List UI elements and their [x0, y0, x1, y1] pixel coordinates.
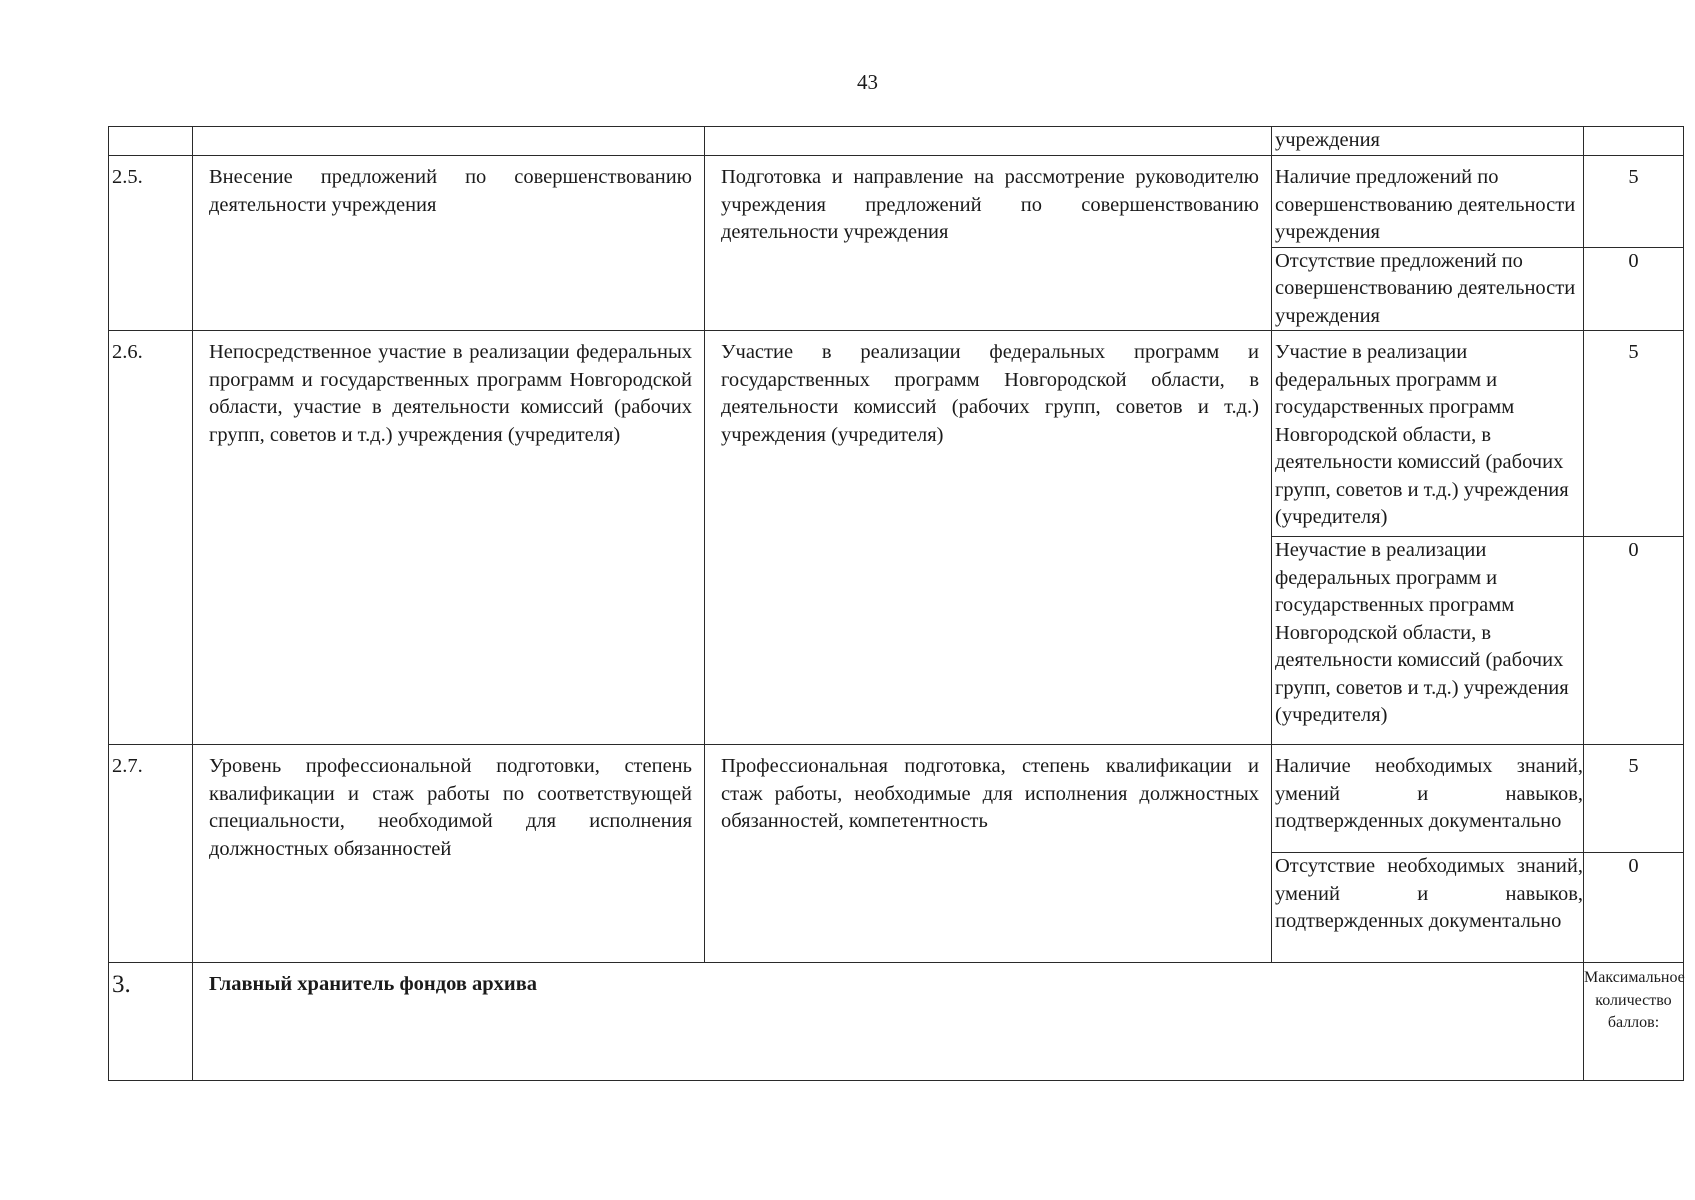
table-row-3 — [109, 963, 1684, 1081]
cell-criterion-description: Подготовка и направление на рассмотрение руководителю учреждения предложений по совершенствованию деятельности учреждения — [705, 156, 1272, 331]
cell-num: 2.7. — [109, 745, 193, 963]
cell-num: 2.5. — [109, 156, 193, 331]
cell-points: 5 — [1584, 156, 1684, 248]
cell-criterion-name: Непосредственное участие в реализации федеральных программ и государственных программ Новгородской области, участие в деятельности комиссий (рабочих групп, советов и т.д.) учреждения (учредителя) — [193, 331, 705, 745]
table-row-2-7 — [109, 745, 1684, 853]
cell-max-points-label: Максимальное количество баллов: — [1584, 963, 1684, 1081]
cell-name-empty — [193, 127, 705, 156]
cell-indicator: Наличие предложений по совершенствованию деятельности учреждения — [1272, 156, 1584, 248]
cell-criterion-description: Участие в реализации федеральных программ и государственных программ Новгородской области, в деятельности комиссий (рабочих групп, советов и т.д.) учреждения (учредителя) — [705, 331, 1272, 745]
cell-indicator: Отсутствие предложений по совершенствованию деятельности учреждения — [1272, 247, 1584, 331]
cell-criterion-name: Внесение предложений по совершенствованию деятельности учреждения — [193, 156, 705, 331]
cell-points: 0 — [1584, 853, 1684, 963]
cell-indicator: Неучастие в реализации федеральных программ и государственных программ Новгородской области, в деятельности комиссий (рабочих групп, советов и т.д.) учреждения (учредителя) — [1272, 537, 1584, 745]
cell-indicator: Наличие необходимых знаний, умений и навыков, подтвержденных документально — [1272, 745, 1584, 853]
page-number: 43 — [857, 70, 878, 94]
cell-section-title: Главный хранитель фондов архива — [193, 963, 1584, 1081]
cell-num: 3. — [109, 963, 193, 1081]
table-row-2-5 — [109, 156, 1684, 248]
cell-num: 2.6. — [109, 331, 193, 745]
cell-num-empty — [109, 127, 193, 156]
cell-points: 0 — [1584, 247, 1684, 331]
cell-points: 5 — [1584, 331, 1684, 537]
table-row-continuation — [109, 127, 1684, 156]
cell-criterion-name: Уровень профессиональной подготовки, степень квалификации и стаж работы по соответствующей специальности, необходимой для исполнения должностных обязанностей — [193, 745, 705, 963]
cell-points: 5 — [1584, 745, 1684, 853]
cell-points: 0 — [1584, 537, 1684, 745]
cell-criterion-description: Профессиональная подготовка, степень квалификации и стаж работы, необходимые для исполнения должностных обязанностей, компетентность — [705, 745, 1272, 963]
cell-indicator: Отсутствие необходимых знаний, умений и навыков, подтвержденных документально — [1272, 853, 1584, 963]
criteria-table — [108, 126, 1684, 1081]
cell-indicator: Участие в реализации федеральных программ и государственных программ Новгородской области, в деятельности комиссий (рабочих групп, советов и т.д.) учреждения (учредителя) — [1272, 331, 1584, 537]
cell-desc-empty — [705, 127, 1272, 156]
cell-points-empty — [1584, 127, 1684, 156]
table-row-2-6 — [109, 331, 1684, 537]
cell-indicator-continuation: учреждения — [1272, 127, 1584, 156]
